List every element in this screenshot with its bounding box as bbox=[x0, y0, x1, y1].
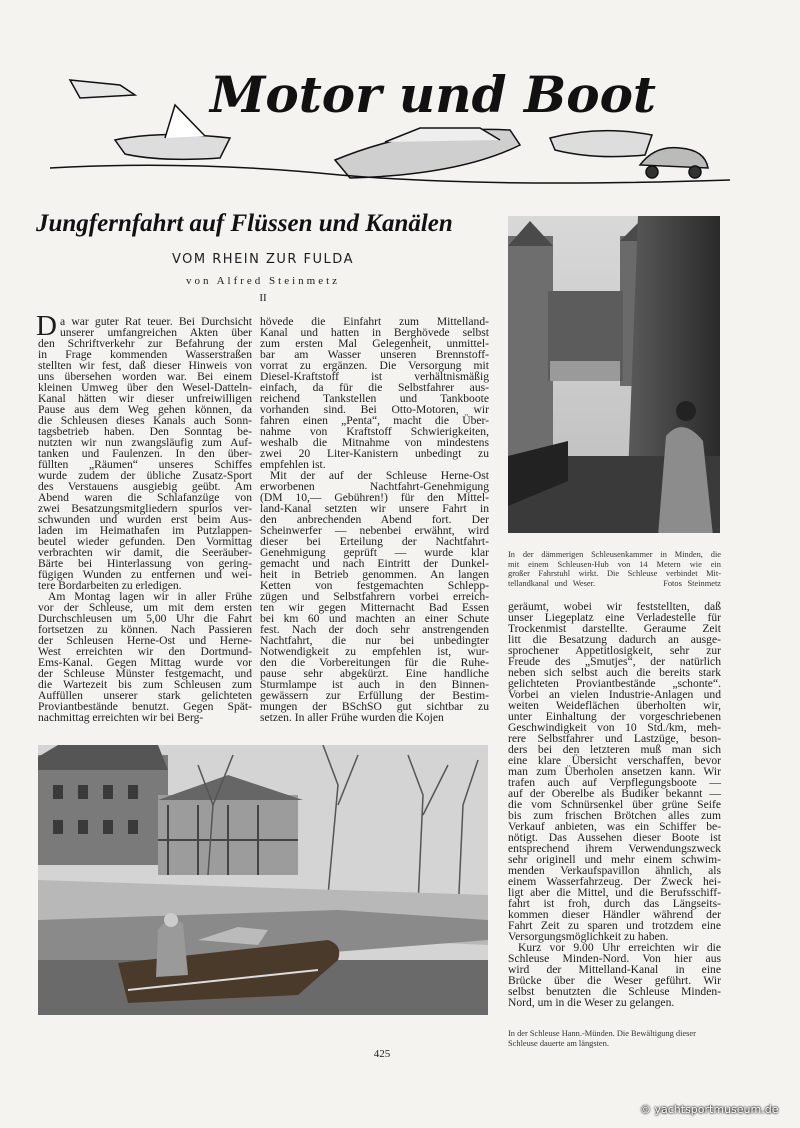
text-line: Bärte bei Hinterlassung von gering- bbox=[38, 557, 252, 570]
text-line: tere Bordarbeiten zu erledigen. bbox=[38, 579, 182, 592]
text-line: zwei 20 Liter-Kanistern unbedingt zu bbox=[260, 447, 489, 460]
text-line: in Frage kommenden Wasserstraßen bbox=[38, 348, 252, 361]
text-line: West erreichten wir den Dortmund- bbox=[38, 645, 252, 658]
text-line: setzen. In aller Frühe wurden die Kojen bbox=[260, 711, 444, 724]
caption-photo-minden bbox=[508, 550, 721, 588]
text-line: sprochener Appetitlosigkeit, sehr zur bbox=[508, 644, 721, 657]
text-line: trafen auch auf Verpflegungsboote — bbox=[508, 776, 721, 789]
text-line: man zum Überholen ansetzen kann. Wir bbox=[508, 765, 721, 778]
text-line: kommen dieser Händler während der bbox=[508, 908, 721, 921]
photo-minden-lock bbox=[508, 216, 720, 533]
caption-line: In der dämmerigen Schleusenkammer in Minden, die bbox=[508, 550, 721, 559]
caption-photo-hann-muenden: In der Schleuse Hann.-Münden. Die Bewältigung dieser Schleuse dauerte am längsten. bbox=[508, 1029, 696, 1048]
text-line: vor der Schleuse, um mit dem ersten bbox=[38, 601, 252, 614]
text-line: vorhanden sind. Bei Otto-Motoren, wir bbox=[260, 403, 489, 416]
text-line: bis zum frischen Brötchen alles zum bbox=[508, 809, 721, 822]
text-line: zügen und Selbstfahrern vorbei erreich- bbox=[260, 590, 489, 603]
text-line: weiten Weideflächen überholten wir, bbox=[508, 699, 721, 712]
text-line: Kanal und hatten in Berghövede selbst bbox=[260, 326, 489, 339]
caption-line: großer Fahrstuhl wirkt. Die Schleuse verbindet Mit- bbox=[508, 569, 721, 579]
text-line: ligt aber die Mittel, und die Berufsschiff- bbox=[508, 886, 721, 899]
text-line: gelichteten Proviantbestände „schonte“. bbox=[508, 677, 721, 690]
text-line: fügigen Wunden zu entfernen und wei- bbox=[38, 568, 252, 581]
text-line: bei km 60 und machten an einer Schute bbox=[260, 612, 489, 625]
text-line: Versorgungsmöglichkeit zu haben. bbox=[508, 930, 669, 943]
text-line: litt die Besatzung dadurch an ausge- bbox=[508, 633, 721, 646]
text-line: Durchschleusen um 5,00 Uhr die Fahrt bbox=[38, 612, 252, 625]
text-line: die Wartezeit bis zum Schleusen zum bbox=[38, 678, 252, 691]
caption-line: tellandkanal und Weser. Fotos Steinmetz bbox=[508, 578, 721, 588]
text-line: a war guter Rat teuer. Bei Durchsicht bbox=[60, 315, 252, 328]
text-line: Nord, um in die Weser zu gelangen. bbox=[508, 996, 675, 1009]
text-line: empfehlen ist. bbox=[260, 458, 326, 471]
text-line: nahme von Kraftstoff Schwierigkeiten, bbox=[260, 425, 489, 438]
text-line: Am Montag lagen wir in aller Frühe bbox=[48, 590, 252, 603]
text-line: Sturmlampe ist auch in den Binnen- bbox=[260, 678, 489, 691]
text-line: Verkauf anbieten, was ein Schiffer be- bbox=[508, 820, 721, 833]
text-line: fortsetzen zu können. Nach Passieren bbox=[38, 623, 252, 636]
page-number: 425 bbox=[373, 1048, 391, 1060]
text-line: füllten „Räumen“ unseres Schiffes bbox=[38, 458, 252, 471]
text-line: pause sehr abgekürzt. Eine handliche bbox=[260, 667, 489, 680]
text-line: kleinen Umweg über den Wesel-Datteln- bbox=[38, 381, 252, 394]
text-line: nachmittag erreichten wir bei Berg- bbox=[38, 711, 204, 724]
text-line: Diesel-Kraftstoff ist verhältnismäßig bbox=[260, 370, 489, 383]
text-line: unter Einhaltung der vorgeschriebenen bbox=[508, 710, 721, 723]
text-line: des Verstauens ausgiebig geübt. Am bbox=[38, 480, 252, 493]
article-byline: von Alfred Steinmetz bbox=[185, 275, 341, 287]
text-line: heit in Betrieb genommen. An langen bbox=[260, 568, 489, 581]
watermark: © yachtsportmuseum.de bbox=[640, 1103, 779, 1116]
text-line: sehr originell und mehr einem schwim- bbox=[508, 853, 721, 866]
text-line: einem Wasserfahrzeug. Der Zweck hei- bbox=[508, 875, 721, 888]
text-line: fest. Nach der doch sehr anstrengenden bbox=[260, 623, 489, 636]
text-line: gewässern zur Erfüllung der Bestim- bbox=[260, 689, 489, 702]
text-line: unserer umfangreichen Akten über bbox=[60, 326, 252, 339]
text-line: Geschwindigkeit von 10 Std./km, meh- bbox=[508, 721, 721, 734]
text-line: den Schriftverkehr zur Befahrung der bbox=[38, 337, 252, 350]
text-line: weshalb die Mitnahme von mindestens bbox=[260, 436, 489, 449]
text-line: unser Liegeplatz eine Verladestelle für bbox=[508, 611, 721, 624]
text-line: erworbenen Nachtfahrt-Genehmigung bbox=[260, 480, 489, 493]
text-line: hövede die Einfahrt zum Mittelland- bbox=[260, 315, 489, 328]
text-line: den anbrechenden Abend fort. Der bbox=[260, 513, 489, 526]
text-line: fahrt ist froh, durch das Längseits- bbox=[508, 897, 721, 910]
text-line: wird der Mittelland-Kanal in eine bbox=[508, 963, 721, 976]
text-line: beutel wieder gefunden. Den Vormittag bbox=[38, 535, 252, 548]
text-line: Schleuse Minden-Nord. Von hier aus bbox=[508, 952, 721, 965]
text-line: rere Selbstfahrer und Lastzüge, beson- bbox=[508, 732, 721, 745]
text-line: Vorbei an vielen Industrie-Anlagen und bbox=[508, 688, 721, 701]
text-line: ders bei den letzteren muß man sich bbox=[508, 743, 721, 756]
masthead-logo bbox=[40, 50, 730, 200]
text-line: Mit der auf der Schleuse Herne-Ost bbox=[270, 469, 489, 482]
text-line: nötigt. Das Aussehen dieser Boote ist bbox=[508, 831, 721, 844]
text-line: laden im Heimathafen im Putzlappen- bbox=[38, 524, 252, 537]
text-line: Genehmigung geprüft — wurde klar bbox=[260, 546, 489, 559]
text-line: ten wir gegen Mitternacht Bad Essen bbox=[260, 601, 489, 614]
text-line: die Schleusen dieses Kanals auch Sonn- bbox=[38, 414, 252, 427]
text-line: Proviantbestände benutzt. Gegen Spät- bbox=[38, 700, 252, 713]
text-line: uns übersehen worden war. Bei einem bbox=[38, 370, 252, 383]
text-line: Ketten von festgemachten Schlepp- bbox=[260, 579, 489, 592]
text-line: Kurz vor 9.00 Uhr erreichten wir die bbox=[518, 941, 721, 954]
text-column-2 bbox=[260, 316, 489, 723]
article-part-number: II bbox=[259, 292, 267, 304]
text-line: vorrat zu ergänzen. Die Versorgung mit bbox=[260, 359, 489, 372]
text-line: der Schleuse Münster festgemacht, und bbox=[38, 667, 252, 680]
text-line: Freude des „Smutjes“, der natürlich bbox=[508, 655, 721, 668]
text-line: eine klare Übersicht verschaffen, bevor bbox=[508, 754, 721, 767]
text-line: Brücke über die Weser geführt. Wir bbox=[508, 974, 721, 987]
text-line: Notwendigkeit zu empfehlen ist, wur- bbox=[260, 645, 489, 658]
text-line: Abend waren die Schlafanzüge von bbox=[38, 491, 252, 504]
text-line: mungen der BSchSO gut sichtbar zu bbox=[260, 700, 489, 713]
text-line: nutzten wir nun zwangsläufig zum Auf- bbox=[38, 436, 252, 449]
text-line: wurde zudem der übliche Zusatz-Sport bbox=[38, 469, 252, 482]
text-line: Pause aus dem Weg gehen können, da bbox=[38, 403, 252, 416]
drop-cap: D bbox=[36, 310, 57, 342]
text-line: geräumt, wobei wir feststellten, daß bbox=[508, 600, 721, 613]
text-line: bar am Wasser unseren Brennstoff- bbox=[260, 348, 489, 361]
text-line: schwunden und wurden erst beim Aus- bbox=[38, 513, 252, 526]
article-title: Jungfernfahrt auf Flüssen und Kanälen bbox=[36, 210, 453, 237]
photo-hann-muenden-lock bbox=[38, 745, 488, 1015]
text-line: neben sich selbst auch die bereits stark bbox=[508, 666, 721, 679]
text-line: (DM 10,— Gebühren!) für den Mittel- bbox=[260, 491, 489, 504]
text-line: dieser bei Erteilung der Nachtfahrt- bbox=[260, 535, 489, 548]
text-line: land-Kanal setzten wir unsere Fahrt in bbox=[260, 502, 489, 515]
text-line: Kanal hätten wir dieser unfreiwilligen bbox=[38, 392, 252, 405]
text-column-3 bbox=[508, 601, 721, 1008]
text-line: zum ersten Mal Gelegenheit, unmittel- bbox=[260, 337, 489, 350]
text-column-1 bbox=[38, 316, 252, 723]
text-line: einfach, da für die Selbstfahrer aus- bbox=[260, 381, 489, 394]
text-line: Nachtfahrt, die nur bei unbedingter bbox=[260, 634, 489, 647]
text-line: Scheinwerfer — nebenbei erwähnt, wird bbox=[260, 524, 489, 537]
text-line: fahren einen „Penta“, macht die Über- bbox=[260, 414, 489, 427]
article-subtitle: VOM RHEIN ZUR FULDA bbox=[172, 252, 354, 267]
masthead-title: Motor und Boot bbox=[210, 65, 657, 124]
text-line: reichend Tankstellen und Tankboote bbox=[260, 392, 489, 405]
text-line: den die Vorbereitungen für die Ruhe- bbox=[260, 656, 489, 669]
text-line: Auffüllen unserer stark gelichteten bbox=[38, 689, 252, 702]
text-line: Ems-Kanal. Gegen Mittag wurde vor bbox=[38, 656, 252, 669]
caption-line: mit einem Schleusen-Hub von 14 Metern wie ein bbox=[508, 559, 721, 569]
text-line: zwei Besatzungsmitgliedern spurlos ver- bbox=[38, 502, 252, 515]
text-line: die vom Schnürsenkel über grüne Seife bbox=[508, 798, 721, 811]
text-line: Trockenmist darstellte. Geraume Zeit bbox=[508, 622, 721, 635]
text-line: auf der Oberelbe als Budiker bekannt — bbox=[508, 787, 721, 800]
text-line: tanken und Faulenzen. In den über- bbox=[38, 447, 252, 460]
text-line: menden Verkaufspavillon ähnlich, als bbox=[508, 864, 721, 877]
text-line: Fahrt Zeit zu sparen und trotzdem eine bbox=[508, 919, 721, 932]
text-line: verbrachten wir damit, die Seeräuber- bbox=[38, 546, 252, 559]
text-line: tagsbetrieb haben. Den Sonntag be- bbox=[38, 425, 252, 438]
text-line: selbst benutzten die Schleuse Minden- bbox=[508, 985, 721, 998]
text-line: entsprechend ihrem Verwendungszweck bbox=[508, 842, 721, 855]
text-line: stellten wir fest, daß dieser Hinweis von bbox=[38, 359, 252, 372]
text-line: der Schleusen Herne-Ost und Herne- bbox=[38, 634, 252, 647]
text-line: gemacht und nach Eintritt der Dunkel- bbox=[260, 557, 489, 570]
